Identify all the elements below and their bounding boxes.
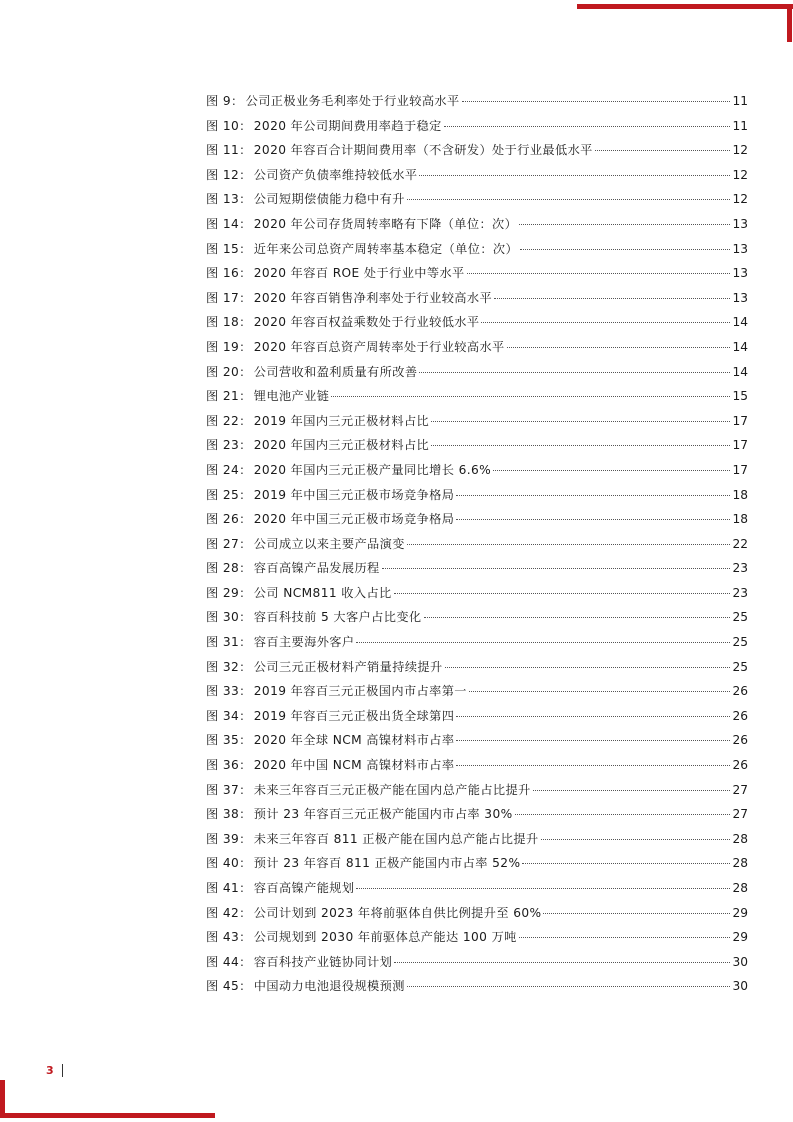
toc-entry[interactable] (206, 433, 748, 458)
toc-entry-label: 图 20： (206, 364, 252, 379)
toc-entry-title: 2019 年容百三元正极出货全球第四 (253, 708, 455, 723)
toc-dot-leader (407, 199, 731, 200)
toc-entry-label: 图 45： (206, 979, 252, 994)
toc-entry-page-number: 29 (732, 905, 748, 920)
toc-entry[interactable] (206, 556, 748, 581)
toc-dot-leader (431, 421, 730, 422)
toc-entry-title: 2020 年容百权益乘数处于行业较低水平 (253, 315, 480, 330)
toc-entry[interactable] (206, 483, 748, 508)
toc-dot-leader (493, 470, 730, 471)
toc-entry-page-number: 27 (732, 782, 748, 797)
toc-entry[interactable] (206, 925, 748, 950)
toc-dot-leader (519, 937, 731, 938)
toc-entry-title: 容百主要海外客户 (253, 635, 355, 650)
toc-entry-label: 图 23： (206, 438, 252, 453)
toc-entry[interactable] (206, 679, 748, 704)
page-number: 3 (46, 1064, 54, 1077)
toc-dot-leader (382, 568, 731, 569)
toc-entry[interactable] (206, 237, 748, 262)
toc-entry-title: 2020 年国内三元正极材料占比 (253, 438, 430, 453)
toc-entry[interactable] (206, 827, 748, 852)
toc-entry-title: 2020 年国内三元正极产量同比增长 6.6% (253, 462, 492, 477)
footer-separator (62, 1064, 63, 1077)
toc-entry[interactable] (206, 163, 748, 188)
toc-dot-leader (456, 765, 730, 766)
toc-dot-leader (407, 544, 731, 545)
toc-entry-title: 未来三年容百 811 正极产能在国内总产能占比提升 (253, 831, 539, 846)
toc-entry-title: 近年来公司总资产周转率基本稳定（单位：次） (253, 241, 519, 256)
toc-entry[interactable] (206, 409, 748, 434)
toc-dot-leader (456, 519, 730, 520)
toc-entry-page-number: 30 (732, 954, 748, 969)
toc-entry-title: 未来三年容百三元正极产能在国内总产能占比提升 (253, 782, 531, 797)
toc-entry[interactable] (206, 360, 748, 385)
toc-dot-leader (595, 150, 731, 151)
toc-entry-label: 图 26： (206, 512, 252, 527)
toc-dot-leader (419, 175, 730, 176)
toc-entry-label: 图 19： (206, 339, 252, 354)
toc-entry-label: 图 11： (206, 143, 252, 158)
toc-dot-leader (520, 249, 730, 250)
toc-dot-leader (494, 298, 730, 299)
toc-entry-title: 容百科技产业链协同计划 (253, 954, 393, 969)
toc-entry-label: 图 21： (206, 389, 252, 404)
toc-entry-label: 图 28： (206, 561, 252, 576)
toc-entry-page-number: 13 (732, 241, 748, 256)
toc-entry-title: 锂电池产业链 (253, 389, 330, 404)
toc-entry-page-number: 29 (732, 930, 748, 945)
toc-entry-label: 图 44： (206, 954, 252, 969)
toc-entry-page-number: 12 (732, 167, 748, 182)
toc-entry-title: 2020 年公司存货周转率略有下降（单位：次） (253, 216, 518, 231)
toc-dot-leader (407, 986, 731, 987)
toc-entry[interactable] (206, 89, 748, 114)
toc-dot-leader (419, 372, 730, 373)
corner-decoration-top-right (577, 4, 793, 9)
toc-dot-leader (522, 863, 730, 864)
toc-entry-title: 2020 年中国 NCM 高镍材料市占率 (253, 758, 455, 773)
toc-entry-label: 图 41： (206, 881, 252, 895)
toc-entry-title: 2020 年公司期间费用率趋于稳定 (253, 118, 442, 133)
toc-dot-leader (456, 716, 730, 717)
toc-entry[interactable] (206, 802, 748, 827)
toc-entry-page-number: 28 (732, 881, 748, 895)
toc-entry-page-number: 17 (732, 413, 748, 428)
toc-entry[interactable] (206, 655, 748, 680)
toc-entry-title: 预计 23 年容百 811 正极产能国内市占率 52% (253, 856, 521, 871)
toc-entry-title: 2019 年中国三元正极市场竞争格局 (253, 487, 455, 502)
toc-dot-leader (456, 740, 730, 741)
toc-entry-title: 中国动力电池退役规模预测 (253, 979, 405, 994)
toc-entry-page-number: 17 (732, 462, 748, 477)
toc-entry[interactable] (206, 778, 748, 803)
toc-entry-page-number: 25 (732, 610, 748, 625)
toc-dot-leader (394, 962, 730, 963)
toc-entry-label: 图 13： (206, 192, 252, 207)
toc-entry-label: 图 31： (206, 635, 252, 650)
toc-dot-leader (424, 617, 731, 618)
toc-dot-leader (515, 814, 731, 815)
toc-entry[interactable] (206, 212, 748, 237)
toc-dot-leader (533, 790, 731, 791)
toc-entry-page-number: 13 (732, 216, 748, 231)
toc-entry-page-number: 11 (732, 94, 748, 108)
toc-entry-page-number: 12 (732, 143, 748, 158)
toc-entry[interactable] (206, 950, 748, 975)
toc-entry-label: 图 24： (206, 462, 252, 477)
toc-entry-page-number: 14 (732, 315, 748, 330)
toc-entry-page-number: 13 (732, 290, 748, 305)
toc-dot-leader (481, 322, 730, 323)
toc-entry-label: 图 40： (206, 856, 252, 871)
toc-entry-title: 公司成立以来主要产品演变 (253, 536, 405, 551)
toc-entry[interactable] (206, 630, 748, 655)
toc-entry-label: 图 35： (206, 733, 252, 748)
toc-entry-page-number: 28 (732, 831, 748, 846)
toc-dot-leader (507, 347, 731, 348)
toc-entry-title: 公司三元正极材料产销量持续提升 (253, 659, 443, 674)
toc-entry[interactable] (206, 286, 748, 311)
toc-entry-label: 图 14： (206, 216, 252, 231)
toc-entry[interactable] (206, 384, 748, 409)
toc-entry-title: 2020 年容百合计期间费用率（不含研发）处于行业最低水平 (253, 143, 593, 158)
toc-dot-leader (519, 224, 730, 225)
toc-entry[interactable] (206, 138, 748, 163)
toc-dot-leader (467, 273, 731, 274)
toc-entry-label: 图 12： (206, 167, 252, 182)
toc-dot-leader (431, 445, 730, 446)
toc-entry-title: 容百高镍产能规划 (253, 881, 355, 895)
toc-dot-leader (356, 888, 730, 889)
toc-entry-page-number: 13 (732, 266, 748, 281)
toc-entry-title: 2020 年容百销售净利率处于行业较高水平 (253, 290, 493, 305)
toc-entry-label: 图 22： (206, 413, 252, 428)
toc-entry[interactable] (206, 704, 748, 729)
toc-dot-leader (541, 839, 731, 840)
toc-dot-leader (445, 667, 731, 668)
toc-entry-title: 公司 NCM811 收入占比 (253, 585, 392, 600)
toc-entry[interactable] (206, 728, 748, 753)
toc-entry-page-number: 23 (732, 585, 748, 600)
toc-entry-page-number: 14 (732, 364, 748, 379)
toc-entry[interactable] (206, 261, 748, 286)
toc-entry-label: 图 37： (206, 782, 252, 797)
toc-entry-page-number: 26 (732, 708, 748, 723)
toc-entry-label: 图 9： (206, 94, 244, 108)
toc-entry[interactable] (206, 581, 748, 606)
toc-entry-label: 图 43： (206, 930, 252, 945)
page-footer (46, 1064, 63, 1077)
toc-entry-label: 图 33： (206, 684, 252, 699)
toc-entry-label: 图 42： (206, 905, 252, 920)
toc-entry[interactable] (206, 974, 748, 999)
toc-entry-label: 图 10： (206, 118, 252, 133)
corner-decoration-top-right-vertical (787, 4, 792, 42)
toc-entry-title: 公司营收和盈利质量有所改善 (253, 364, 418, 379)
toc-entry-title: 公司正极业务毛利率处于行业较高水平 (245, 94, 460, 108)
corner-decoration-bottom-left (0, 1113, 215, 1118)
toc-dot-leader (394, 593, 731, 594)
toc-entry-title: 2019 年国内三元正极材料占比 (253, 413, 430, 428)
toc-entry[interactable] (206, 458, 748, 483)
toc-entry[interactable] (206, 876, 748, 901)
toc-entry[interactable] (206, 187, 748, 212)
toc-entry-label: 图 17： (206, 290, 252, 305)
toc-entry-label: 图 27： (206, 536, 252, 551)
figure-table-of-contents (206, 89, 748, 999)
toc-dot-leader (469, 691, 731, 692)
toc-dot-leader (456, 495, 730, 496)
toc-entry-label: 图 34： (206, 708, 252, 723)
toc-entry[interactable] (206, 507, 748, 532)
toc-entry-page-number: 14 (732, 339, 748, 354)
toc-entry-title: 2020 年全球 NCM 高镍材料市占率 (253, 733, 455, 748)
toc-entry-page-number: 26 (732, 758, 748, 773)
toc-entry-title: 预计 23 年容百三元正极产能国内市占率 30% (253, 807, 513, 822)
toc-dot-leader (462, 101, 731, 102)
toc-entry-title: 容百高镍产品发展历程 (253, 561, 380, 576)
toc-entry-title: 公司规划到 2030 年前驱体总产能达 100 万吨 (253, 930, 517, 945)
toc-entry-label: 图 30： (206, 610, 252, 625)
toc-entry-page-number: 11 (732, 118, 748, 133)
toc-entry-label: 图 36： (206, 758, 252, 773)
toc-entry-title: 公司计划到 2023 年将前驱体自供比例提升至 60% (253, 905, 542, 920)
toc-entry-title: 容百科技前 5 大客户占比变化 (253, 610, 422, 625)
toc-entry-title: 2020 年容百 ROE 处于行业中等水平 (253, 266, 465, 281)
toc-entry-label: 图 16： (206, 266, 252, 281)
toc-dot-leader (444, 126, 731, 127)
toc-entry[interactable] (206, 605, 748, 630)
toc-entry-label: 图 38： (206, 807, 252, 822)
toc-entry-page-number: 12 (732, 192, 748, 207)
toc-entry-page-number: 25 (732, 659, 748, 674)
toc-entry-page-number: 28 (732, 856, 748, 871)
toc-entry-label: 图 15： (206, 241, 252, 256)
toc-entry-page-number: 23 (732, 561, 748, 576)
corner-decoration-bottom-left-vertical (0, 1080, 5, 1118)
toc-entry-page-number: 18 (732, 512, 748, 527)
toc-dot-leader (356, 642, 730, 643)
toc-entry-title: 2019 年容百三元正极国内市占率第一 (253, 684, 467, 699)
toc-entry[interactable] (206, 753, 748, 778)
toc-dot-leader (543, 913, 730, 914)
toc-entry[interactable] (206, 851, 748, 876)
toc-entry-label: 图 18： (206, 315, 252, 330)
toc-entry-title: 2020 年容百总资产周转率处于行业较高水平 (253, 339, 505, 354)
toc-entry-title: 公司短期偿债能力稳中有升 (253, 192, 405, 207)
toc-entry[interactable] (206, 532, 748, 557)
toc-entry-title: 公司资产负债率维持较低水平 (253, 167, 418, 182)
toc-entry[interactable] (206, 335, 748, 360)
toc-entry[interactable] (206, 114, 748, 139)
toc-entry-page-number: 26 (732, 684, 748, 699)
toc-entry-page-number: 25 (732, 635, 748, 650)
toc-entry-page-number: 26 (732, 733, 748, 748)
toc-entry-label: 图 29： (206, 585, 252, 600)
toc-dot-leader (331, 396, 730, 397)
toc-entry-label: 图 32： (206, 659, 252, 674)
toc-entry-label: 图 39： (206, 831, 252, 846)
toc-entry[interactable] (206, 901, 748, 926)
toc-entry-page-number: 27 (732, 807, 748, 822)
toc-entry-page-number: 30 (732, 979, 748, 994)
toc-entry-page-number: 22 (732, 536, 748, 551)
toc-entry-page-number: 17 (732, 438, 748, 453)
toc-entry-page-number: 18 (732, 487, 748, 502)
toc-entry-label: 图 25： (206, 487, 252, 502)
toc-entry-title: 2020 年中国三元正极市场竞争格局 (253, 512, 455, 527)
toc-entry[interactable] (206, 310, 748, 335)
toc-entry-page-number: 15 (732, 389, 748, 404)
